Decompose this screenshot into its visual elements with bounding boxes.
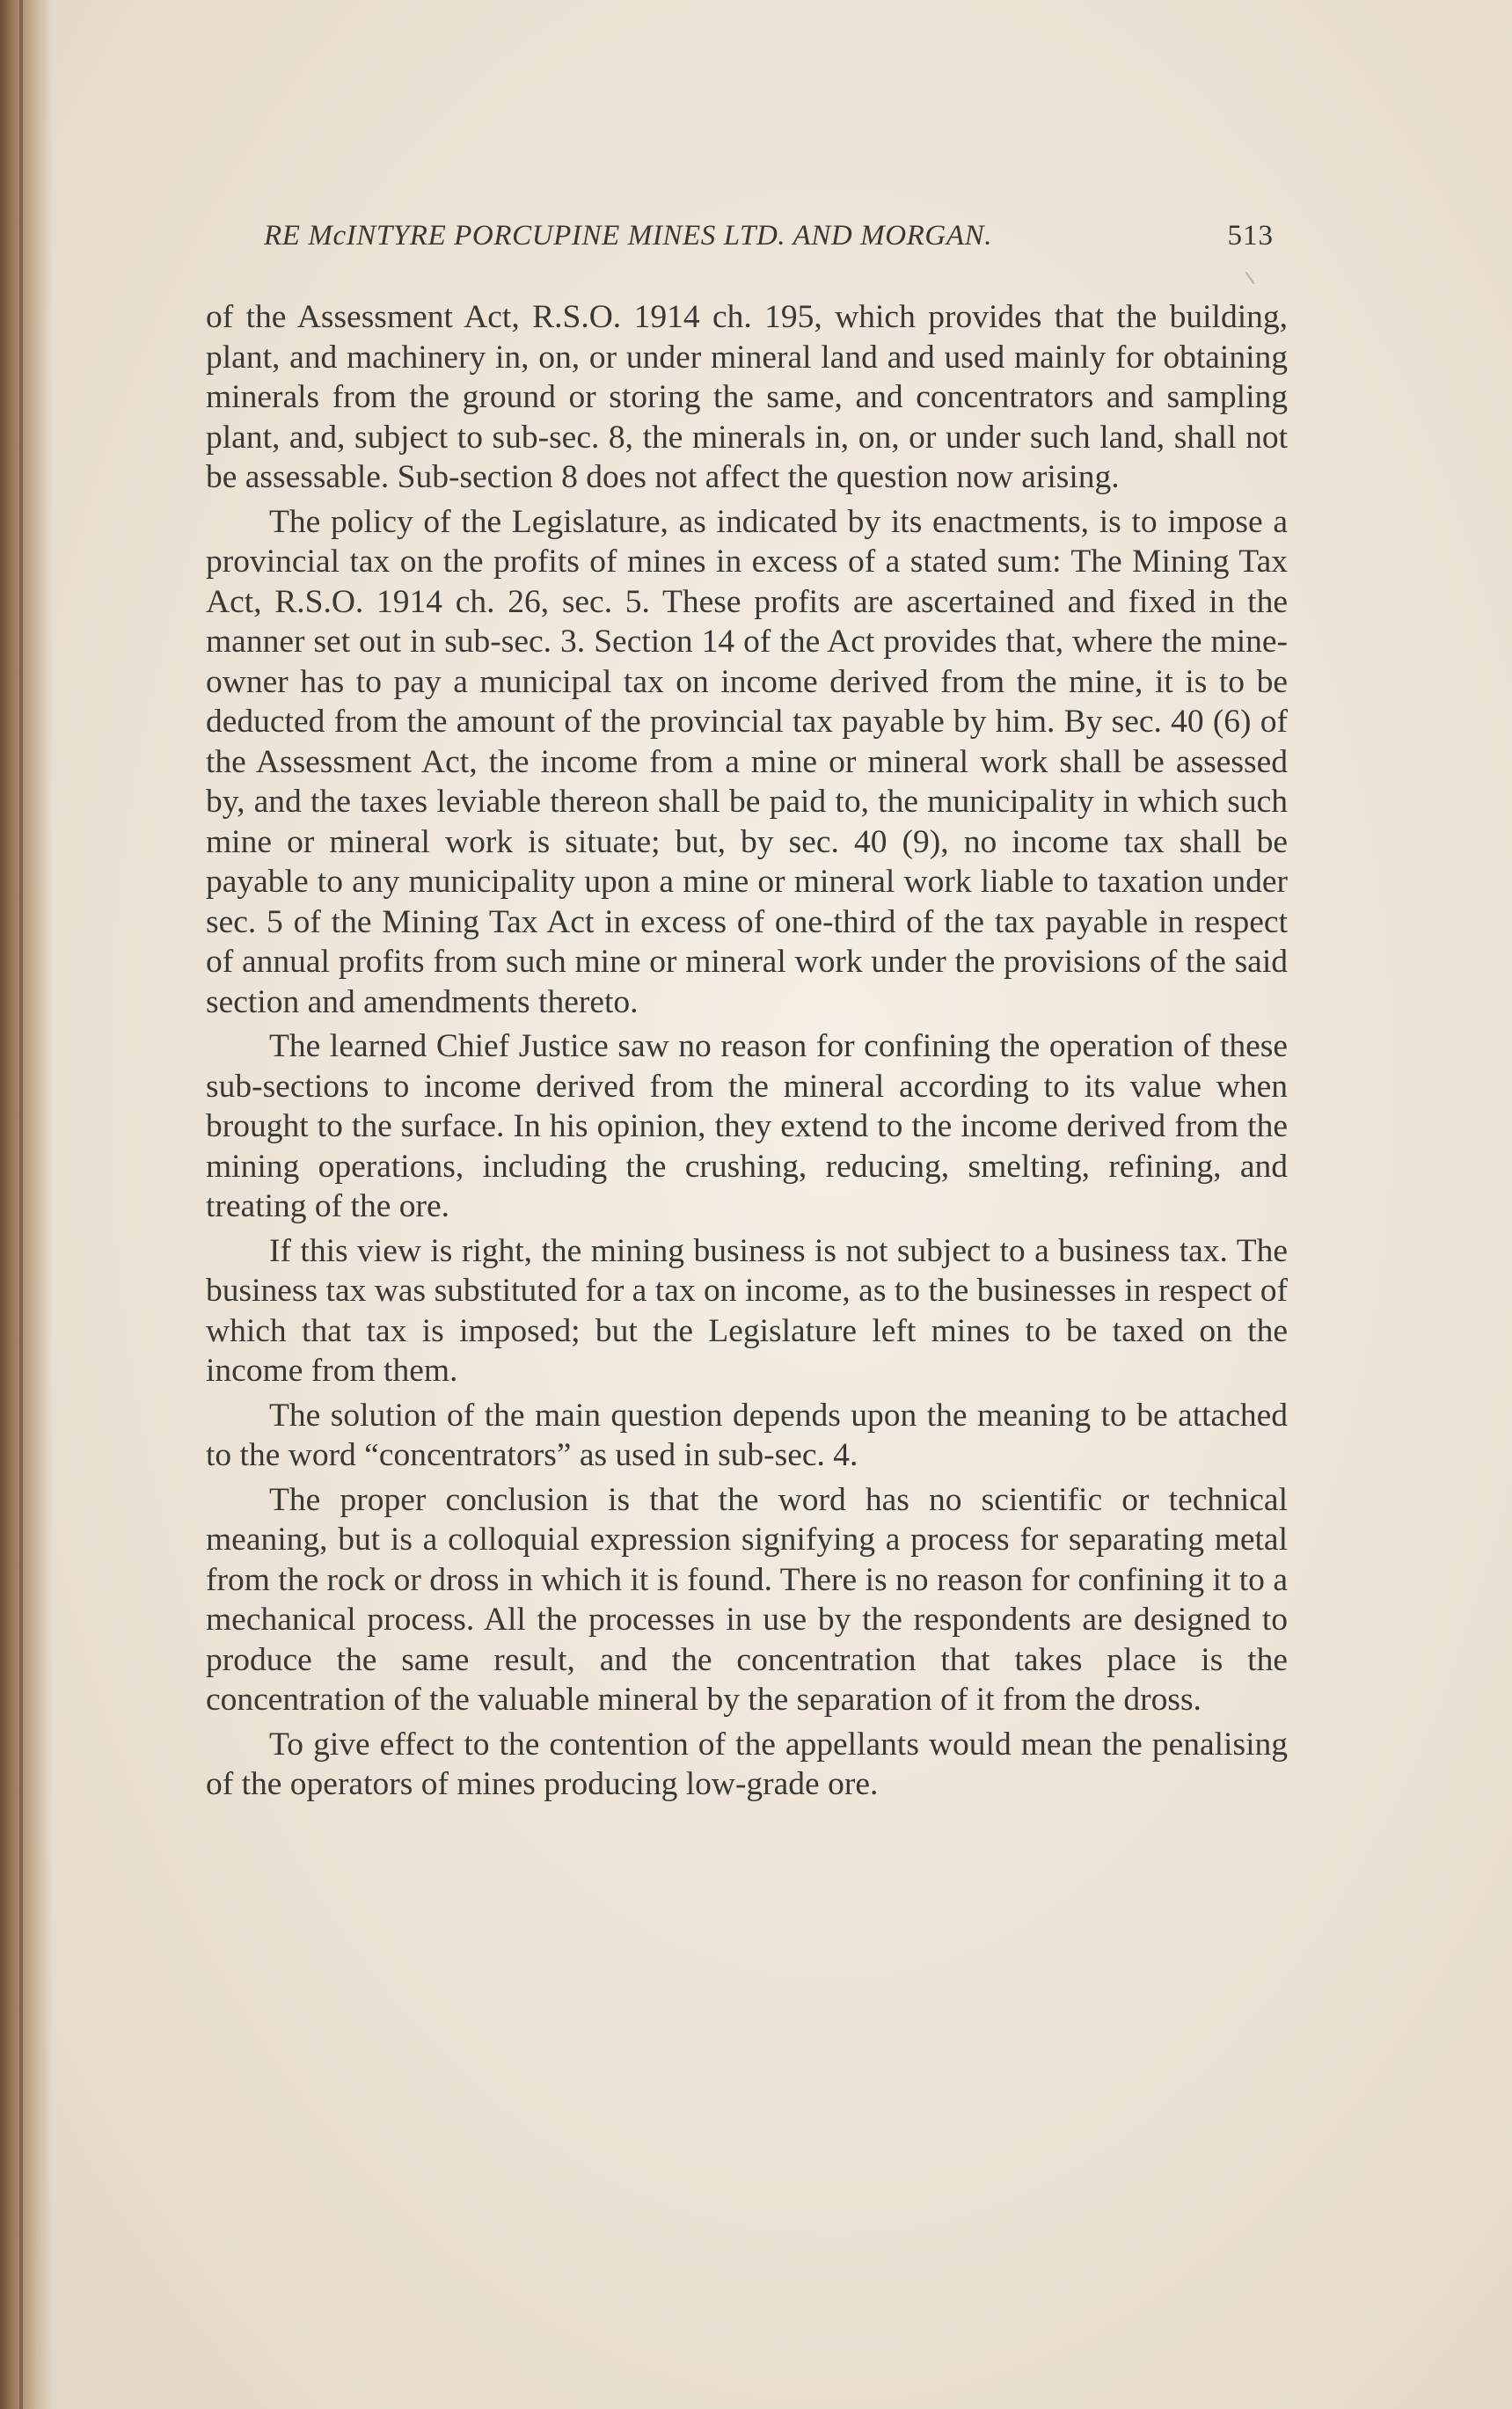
paragraph-appellants: To give effect to the contention of the appellants would mean the penalising of the operators of mines producing low-grade ore.: [206, 1726, 1288, 1802]
paragraph-chief-justice: The learned Chief Justice saw no reason for confining the operation of these sub-sections to income derived from the mineral according to its value when brought to the surface. In his opinion, they extend to the income derived from the mining operations, including the crushing, reducing, smelting, refining, and treating of the ore.: [206, 1028, 1288, 1224]
paragraph-main-question: The solution of the main question depends upon the meaning to be attached to the word “concentrators” as used in sub-sec. 4.: [206, 1397, 1288, 1473]
page-number: 513: [1227, 220, 1274, 252]
binding-edge: [19, 0, 23, 2409]
paragraph-conclusion: The proper conclusion is that the word has no scientific or technical meaning, but is a colloquial expression signifying a process for separating metal from the rock or dross in which it is found. There is no reason for confining it to a mechanical process. All the processes in use by the respondents are designed to produce the same result, and the concentration that takes place is the concentration of the valuable mineral by the separation of it from the dross.: [206, 1481, 1288, 1718]
paragraph-legislature-policy: The policy of the Legislature, as indicated by its enactments, is to impose a provincial tax on the profits of mines in excess of a stated sum: The Mining Tax Act, R.S.O. 1914 ch. 26, sec. 5. These profits are ascertained and fixed in the manner set out in sub-sec. 3. Section 14 of the Act provides that, where the mine-owner has to pay a municipal tax on income derived from the mine, it is to be deducted from the amount of the provincial tax payable by him. By sec. 40 (6) of the Assessment Act, the income from a mine or mineral work shall be assessed by, and the taxes leviable thereon shall be paid to, the municipality in which such mine or mineral work is situate; but, by sec. 40 (9), no income tax shall be payable to any municipality upon a mine or mineral work liable to taxation under sec. 5 of the Mining Tax Act in excess of one-third of the tax payable in respect of annual profits from such mine or mineral work under the provisions of the said section and amendments thereto.: [206, 503, 1288, 1020]
paragraph-business-tax: If this view is right, the mining business is not subject to a business tax. The business tax was substituted for a tax on income, as to the businesses in respect of which that tax is imposed; but the Legislature left mines to be taxed on the income from them.: [206, 1232, 1288, 1389]
running-head-title: RE McINTYRE PORCUPINE MINES LTD. AND MORGAN.: [264, 220, 993, 252]
body-text: [206, 297, 1288, 1805]
print-mark: [1245, 272, 1255, 284]
running-head: [264, 220, 1284, 264]
binding-shadow: [0, 0, 53, 2409]
paragraph-continued: of the Assessment Act, R.S.O. 1914 ch. 195, which provides that the building, plant, and machinery in, on, or under mineral land and used mainly for obtaining minerals from the ground or storing the same, and concentrators and sampling plant, and, subject to sub-sec. 8, the minerals in, on, or under such land, shall not be assessable. Sub-section 8 does not affect the question now arising.: [206, 299, 1288, 495]
